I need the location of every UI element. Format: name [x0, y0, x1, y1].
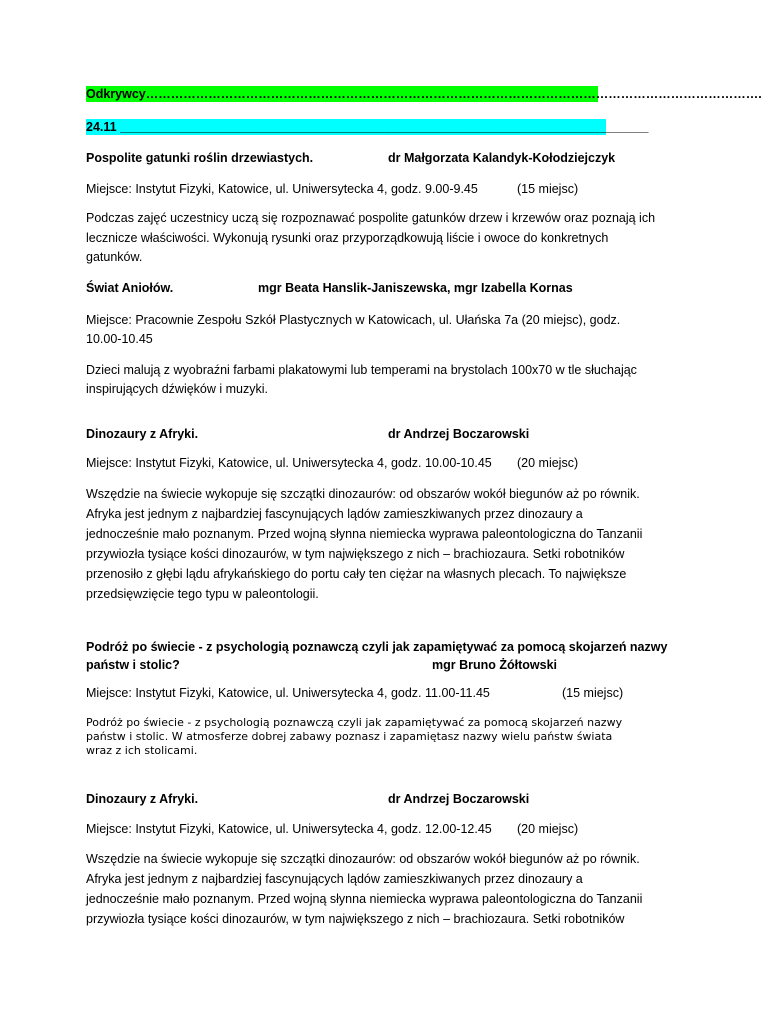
event-description-line: jednocześnie mało poznanym. Przed wojną słynna niemiecka wyprawa paleontologiczna do Tanzanii: [86, 892, 643, 906]
event-title: Świat Aniołów.: [86, 281, 174, 295]
event-lecturer: mgr Beata Hanslik-Janiszewska, mgr Izabella Kornas: [258, 281, 573, 295]
section-title: Odkrywcy………………………………………………………………………………………………………………………………….: [86, 87, 762, 101]
event-description-line: lecznicze właściwości. Wykonują rysunki oraz przyporządkowują liście i owoce do konkretnych: [86, 231, 609, 245]
event-description-line: przywiozła tysiące kości dinozaurów, w tym największego z nich – brachiozaura. Setki robotników: [86, 547, 625, 561]
event-description-line: Dzieci malują z wyobraźni farbami plakatowymi lub temperami na brystolach 100x70 w tle słuchając: [86, 363, 637, 377]
event-title: Pospolite gatunki roślin drzewiastych.: [86, 151, 314, 165]
event-description-line: Afryka jest jednym z najbardziej fascynujących lądów zamieszkiwanych przez dinozaury a: [86, 507, 583, 521]
event-lecturer: dr Małgorzata Kalandyk-Kołodziejczyk: [388, 151, 616, 165]
event-seats: (20 miejsc): [517, 456, 579, 470]
event-title: Dinozaury z Afryki.: [86, 792, 199, 806]
event-place: Miejsce: Instytut Fizyki, Katowice, ul. Uniwersytecka 4, godz. 11.00-11.45: [86, 686, 490, 700]
event-description-line: Wszędzie na świecie wykopuje się szczątki dinozaurów: od obszarów wokół biegunów aż po równik.: [86, 487, 640, 501]
event-place: Miejsce: Instytut Fizyki, Katowice, ul. Uniwersytecka 4, godz. 12.00-12.45: [86, 822, 492, 836]
event-description-line: przenosiło z głębi lądu afrykańskiego do portu cały ten ciężar na własnych plecach. To największe: [86, 567, 627, 581]
event-title: Dinozaury z Afryki.: [86, 427, 199, 441]
event-description-line: Wszędzie na świecie wykopuje się szczątki dinozaurów: od obszarów wokół biegunów aż po równik.: [86, 852, 640, 866]
event-description-line: wraz z ich stolicami.: [86, 744, 198, 757]
event-place: Miejsce: Pracownie Zespołu Szkół Plastycznych w Katowicach, ul. Ułańska 7a (20 miejsc), godz.: [86, 313, 621, 327]
event-description-line: gatunków.: [86, 250, 143, 264]
event-lecturer: mgr Bruno Żółtowski: [432, 658, 557, 672]
event-place: 10.00-10.45: [86, 332, 153, 346]
event-description-line: państw i stolic. W atmosferze dobrej zabawy poznasz i zapamiętasz nazwy wielu państw świata: [86, 730, 613, 743]
event-description-line: inspirujących dźwięków i muzyki.: [86, 382, 269, 396]
event-lecturer: dr Andrzej Boczarowski: [388, 427, 530, 441]
event-place: Miejsce: Instytut Fizyki, Katowice, ul. Uniwersytecka 4, godz. 9.00-9.45: [86, 182, 478, 196]
event-description-line: Podróż po świecie - z psychologią poznawczą czyli jak zapamiętywać za pomocą skojarzeń nazwy: [86, 716, 623, 729]
event-title: państw i stolic?: [86, 658, 180, 672]
event-description-line: Afryka jest jednym z najbardziej fascynujących lądów zamieszkiwanych przez dinozaury a: [86, 872, 583, 886]
event-title: Podróż po świecie - z psychologią poznawczą czyli jak zapamiętywać za pomocą skojarzeń nazwy: [86, 640, 668, 654]
event-description-line: przedsięwzięcie tego typu w paleontologii.: [86, 587, 319, 601]
date-heading: 24.11 ____________________________________________________________________________: [86, 120, 649, 134]
event-seats: (15 miejsc): [562, 686, 624, 700]
event-place: Miejsce: Instytut Fizyki, Katowice, ul. Uniwersytecka 4, godz. 10.00-10.45: [86, 456, 492, 470]
event-description-line: przywiozła tysiące kości dinozaurów, w tym największego z nich – brachiozaura. Setki robotników: [86, 912, 625, 926]
event-seats: (20 miejsc): [517, 822, 579, 836]
event-seats: (15 miejsc): [517, 182, 579, 196]
event-description-line: Podczas zajęć uczestnicy uczą się rozpoznawać pospolite gatunków drzew i krzewów oraz poznają ich: [86, 211, 656, 225]
event-description-line: jednocześnie mało poznanym. Przed wojną słynna niemiecka wyprawa paleontologiczna do Tanzanii: [86, 527, 643, 541]
event-lecturer: dr Andrzej Boczarowski: [388, 792, 530, 806]
